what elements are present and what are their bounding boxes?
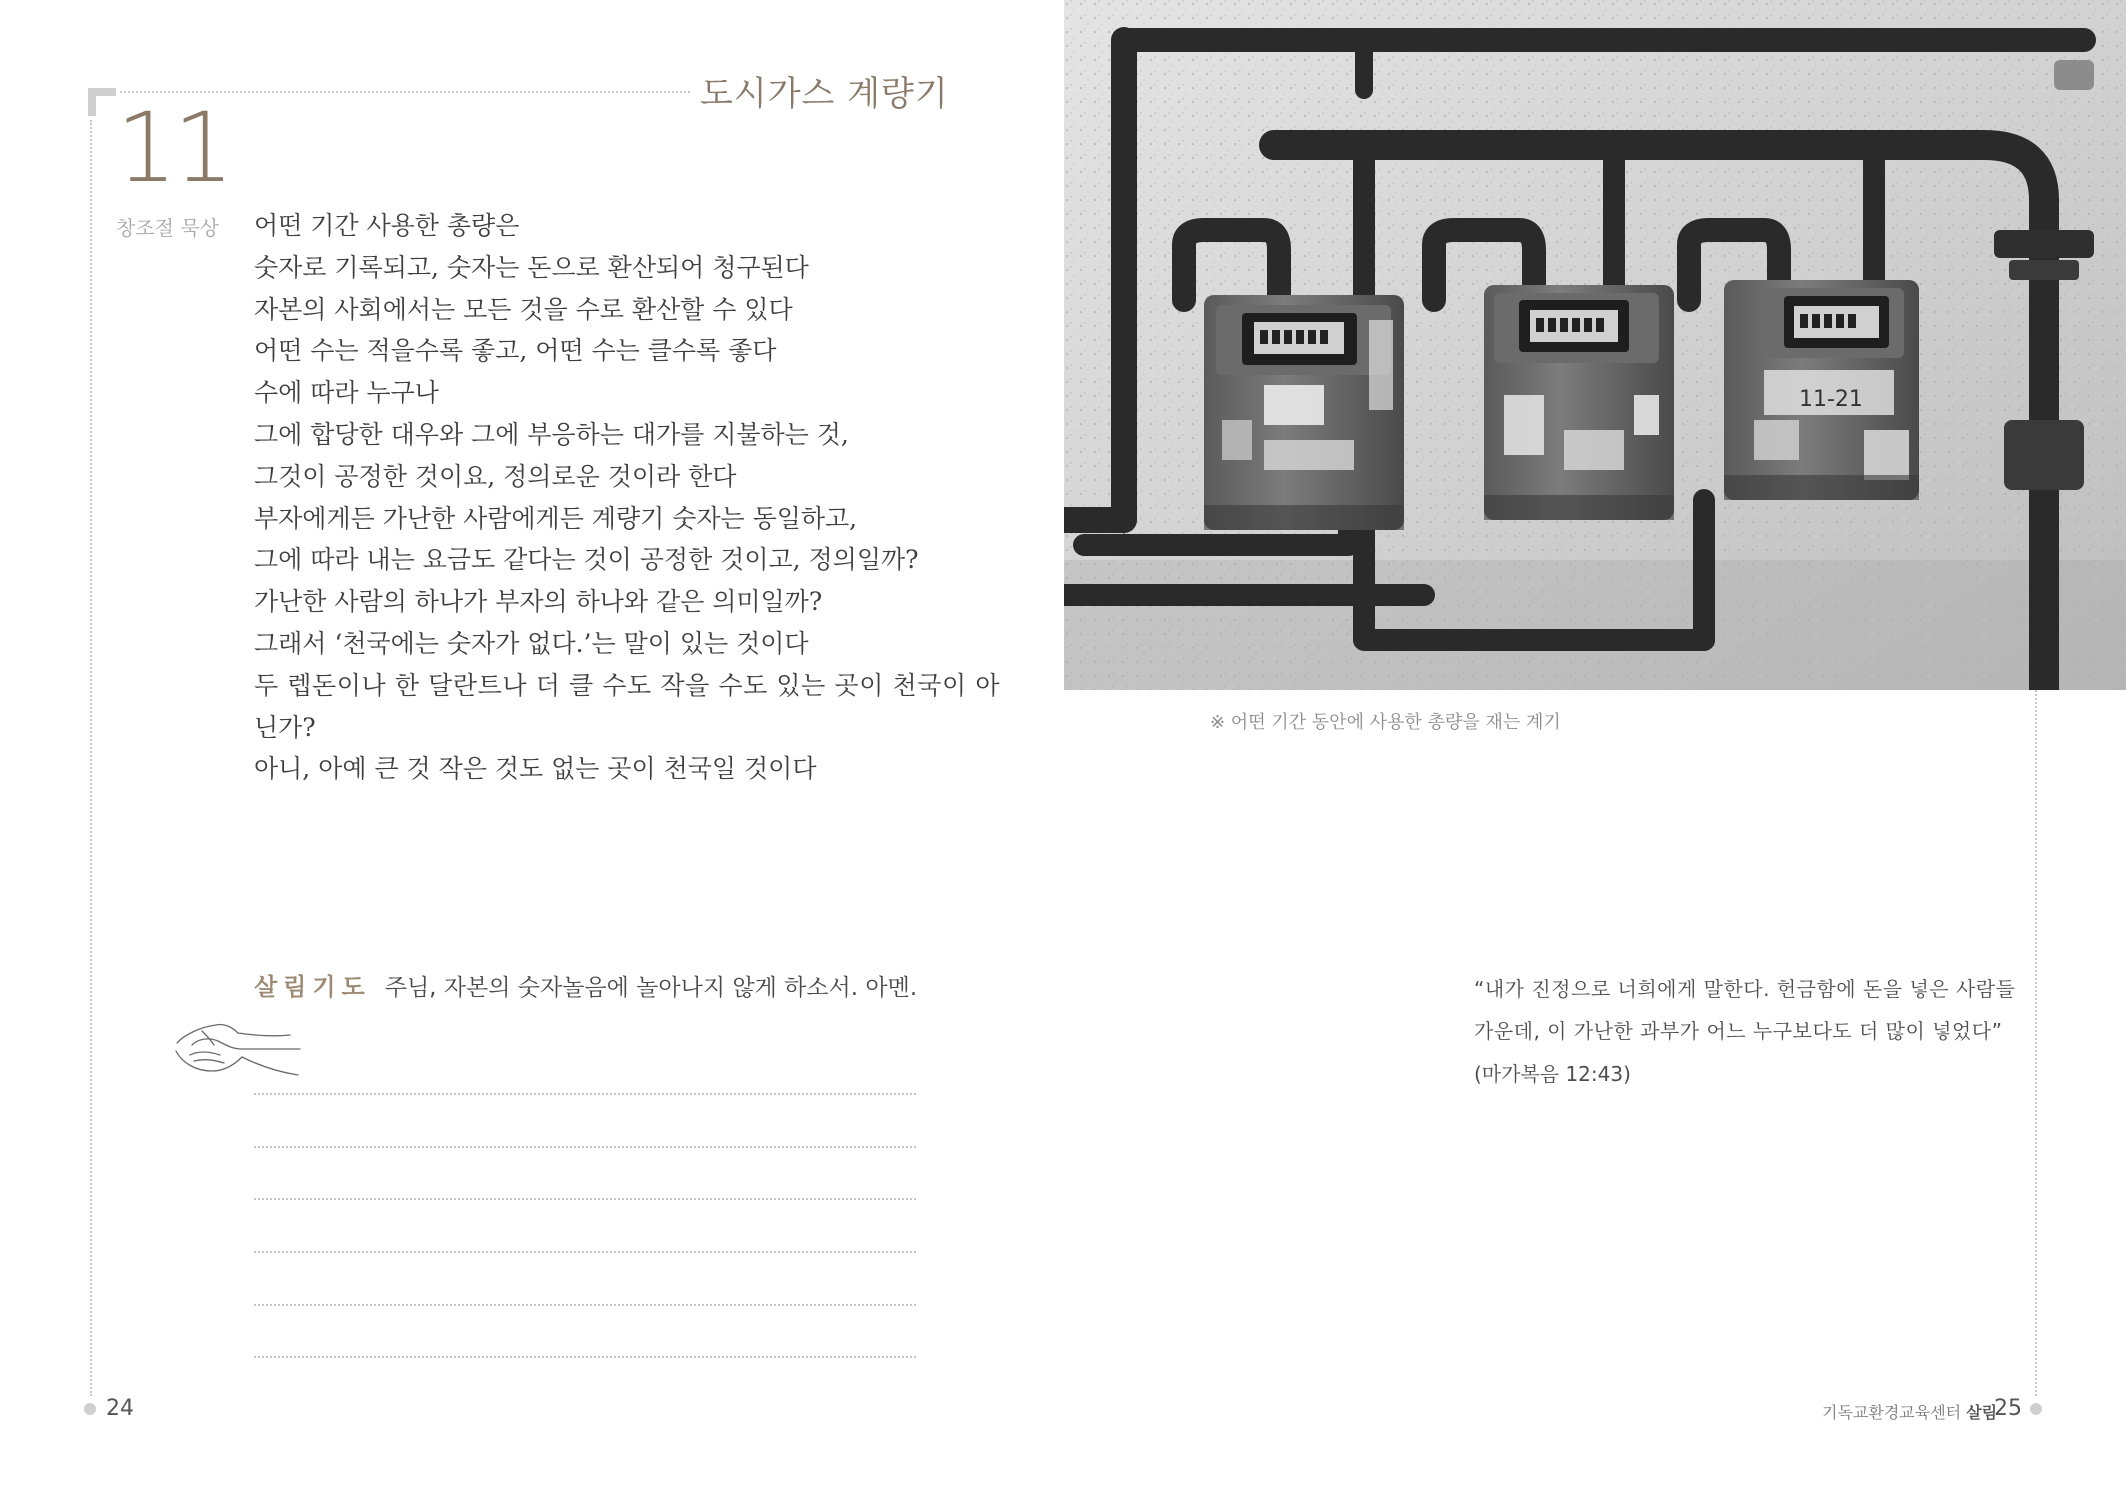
page-dot-right	[2030, 1403, 2042, 1415]
frame-left-rule	[90, 120, 92, 1396]
publisher-org: 기독교환경교육센터	[1822, 1403, 1962, 1422]
prayer-label: 살림기도	[254, 972, 371, 1001]
writing-line	[254, 1093, 916, 1095]
meter-label: 11-21	[1799, 387, 1863, 412]
quote-line: 가운데, 이 가난한 과부가 어느 누구보다도 더 많이 넣었다”	[1474, 1019, 2003, 1043]
quote-reference: (마가복음 12:43)	[1474, 1062, 1631, 1086]
poem-line: 어떤 수는 적을수록 좋고, 어떤 수는 클수록 좋다	[254, 336, 777, 366]
poem-line: 닌가?	[254, 712, 316, 742]
publisher-brand: 살림	[1966, 1403, 1998, 1422]
publisher-name	[1822, 1400, 1997, 1423]
prayer-text: 주님, 자본의 숫자놀음에 놀아나지 않게 하소서. 아멘.	[384, 975, 918, 1001]
poem-line: 두 렙돈이나 한 달란트나 더 클 수도 작을 수도 있는 곳이 천국이 아	[254, 670, 1001, 700]
poem-line: 아니, 아예 큰 것 작은 것도 없는 곳이 천국일 것이다	[254, 754, 817, 784]
poem-line: 그것이 공정한 것이요, 정의로운 것이라 한다	[254, 461, 737, 491]
writing-line	[254, 1251, 916, 1253]
frame-right-rule	[2035, 690, 2037, 1396]
poem-line: 자본의 사회에서는 모든 것을 수로 환산할 수 있다	[254, 294, 793, 324]
poem-line: 그래서 ‘천국에는 숫자가 없다.’는 말이 있는 것이다	[254, 628, 809, 658]
writing-line	[254, 1356, 916, 1358]
page-dot-left	[84, 1403, 96, 1415]
poem-line: 수에 따라 누구나	[254, 378, 439, 408]
poem-line: 부자에게든 가난한 사람에게든 계량기 숫자는 동일하고,	[254, 503, 858, 533]
photo-caption: ※ 어떤 기간 동안에 사용한 총량을 재는 계기	[1210, 712, 1561, 733]
prayer	[254, 967, 917, 1002]
writing-line	[254, 1198, 916, 1200]
entry-number: 11	[116, 92, 231, 204]
poem-line: 그에 합당한 대우와 그에 부응하는 대가를 지불하는 것,	[254, 419, 849, 449]
corner-mark	[88, 88, 96, 116]
gas-meters-photo	[1064, 0, 2126, 690]
page-title: 도시가스 계량기	[700, 74, 949, 114]
page-number-left: 24	[106, 1396, 134, 1421]
poem-body	[254, 205, 1001, 790]
writing-line	[254, 1304, 916, 1306]
quote-line: “내가 진정으로 너희에게 말한다. 헌금함에 돈을 넣은 사람들	[1474, 977, 2016, 1001]
praying-hands-icon	[172, 1005, 322, 1085]
poem-line: 숫자로 기록되고, 숫자는 돈으로 환산되어 청구된다	[254, 252, 809, 282]
poem-line: 가난한 사람의 하나가 부자의 하나와 같은 의미일까?	[254, 587, 823, 617]
writing-line	[254, 1146, 916, 1148]
poem-line: 그에 따라 내는 요금도 같다는 것이 공정한 것이고, 정의일까?	[254, 545, 919, 575]
scripture-quote	[1474, 968, 2014, 1052]
page-number-right: 25	[1994, 1396, 2022, 1421]
section-label: 창조절 묵상	[116, 216, 219, 240]
poem-line: 어떤 기간 사용한 총량은	[254, 211, 520, 240]
